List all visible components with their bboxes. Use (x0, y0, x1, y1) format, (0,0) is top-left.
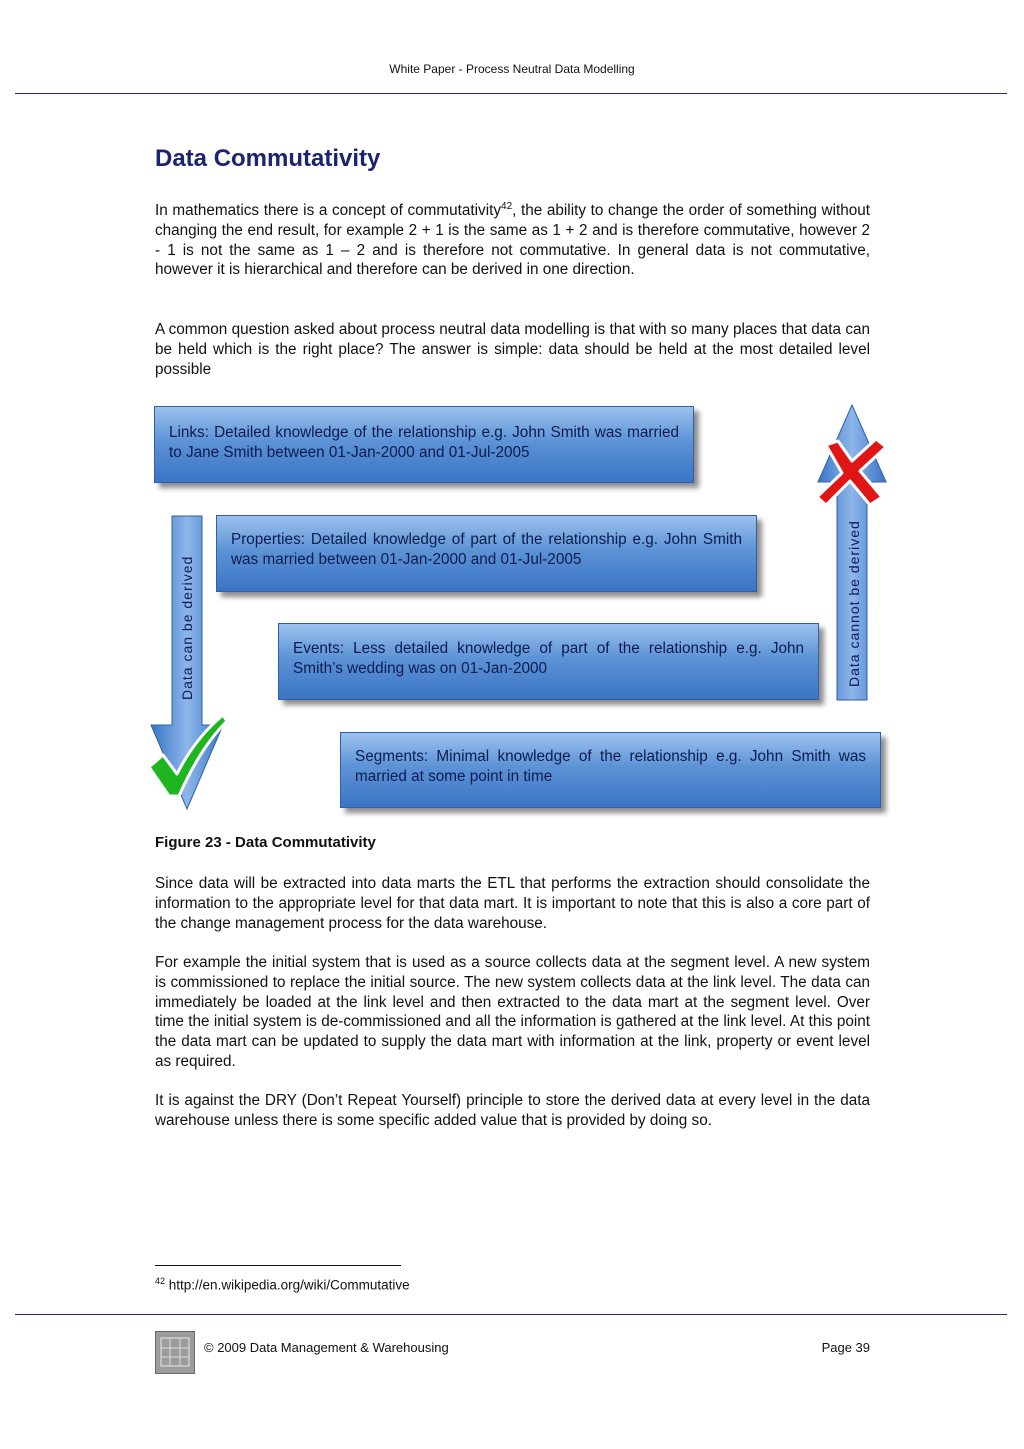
cross-icon (812, 437, 892, 509)
footer-rule (15, 1314, 1007, 1315)
data-can-be-derived-label: Data can be derived (179, 555, 195, 700)
data-cannot-be-derived-label: Data cannot be derived (846, 520, 862, 687)
paragraph-question: A common question asked about process neutral data modelling is that with so many places that data can be held which is the right place? The answer is simple: data should be held at the most detailed level possible (155, 321, 870, 378)
footnote-reference[interactable]: 42 (501, 200, 513, 212)
footnote-rule (155, 1265, 401, 1266)
links-box: Links: Detailed knowledge of the relationship e.g. John Smith was married to Jane Smith between 01-Jan-2000 and 01-Jul-2005 (154, 406, 694, 483)
paragraph-commutativity (155, 201, 870, 280)
footnote (155, 1276, 410, 1293)
paragraph-example: For example the initial system that is used as a source collects data at the segment level. A new system is commissioned to replace the initial source. The new system collects data at the link level. The data can immediately be loaded at the link level and then extracted to the data mart at the segment level. Over time the initial system is de-commissioned and all the information is gathered at the link level. At this point the data mart can be updated to supply the data mart with information at the link, property or event level as required. (155, 954, 870, 1070)
figure-caption: Figure 23 - Data Commutativity (155, 834, 376, 851)
footnote-number: 42 (155, 1276, 166, 1286)
section-title: Data Commutativity (155, 145, 381, 172)
paragraph-dry: It is against the DRY (Don’t Repeat Yourself) principle to store the derived data at every level in the data warehouse unless there is some specific added value that is provided by doing so. (155, 1092, 870, 1129)
events-box: Events: Less detailed knowledge of part of the relationship e.g. John Smith’s wedding was on 01-Jan-2000 (278, 623, 819, 700)
company-logo (155, 1331, 195, 1374)
header-rule (15, 93, 1007, 94)
page-number: Page 39 (821, 1340, 870, 1355)
logo-icon (156, 1332, 194, 1373)
footnote-link[interactable]: http://en.wikipedia.org/wiki/Commutative (168, 1277, 410, 1293)
segments-box: Segments: Minimal knowledge of the relationship e.g. John Smith was married at some point in time (340, 732, 881, 808)
paragraph-text: , the ability to change the order of something without changing the end result, for example 2 + 1 is the same as 1 + 2 and is therefore commutative, however 2 - 1 is not the same as 1 – 2 and is therefore not commutative. In general data is not commutative, however it is hierarchical and therefore can be derived in one direction. (155, 202, 870, 279)
running-header: White Paper - Process Neutral Data Modelling (389, 62, 635, 76)
properties-box: Properties: Detailed knowledge of part of the relationship e.g. John Smith was married between 01-Jan-2000 and 01-Jul-2005 (216, 515, 757, 592)
paragraph-etl: Since data will be extracted into data marts the ETL that performs the extraction should consolidate the information to the appropriate level for that data mart. It is important to note that this is also a core part of the change management process for the data warehouse. (155, 875, 870, 932)
paragraph-text: In mathematics there is a concept of commutativity (155, 202, 502, 219)
checkmark-icon (143, 712, 228, 802)
footer-copyright: © 2009 Data Management & Warehousing (204, 1340, 449, 1355)
